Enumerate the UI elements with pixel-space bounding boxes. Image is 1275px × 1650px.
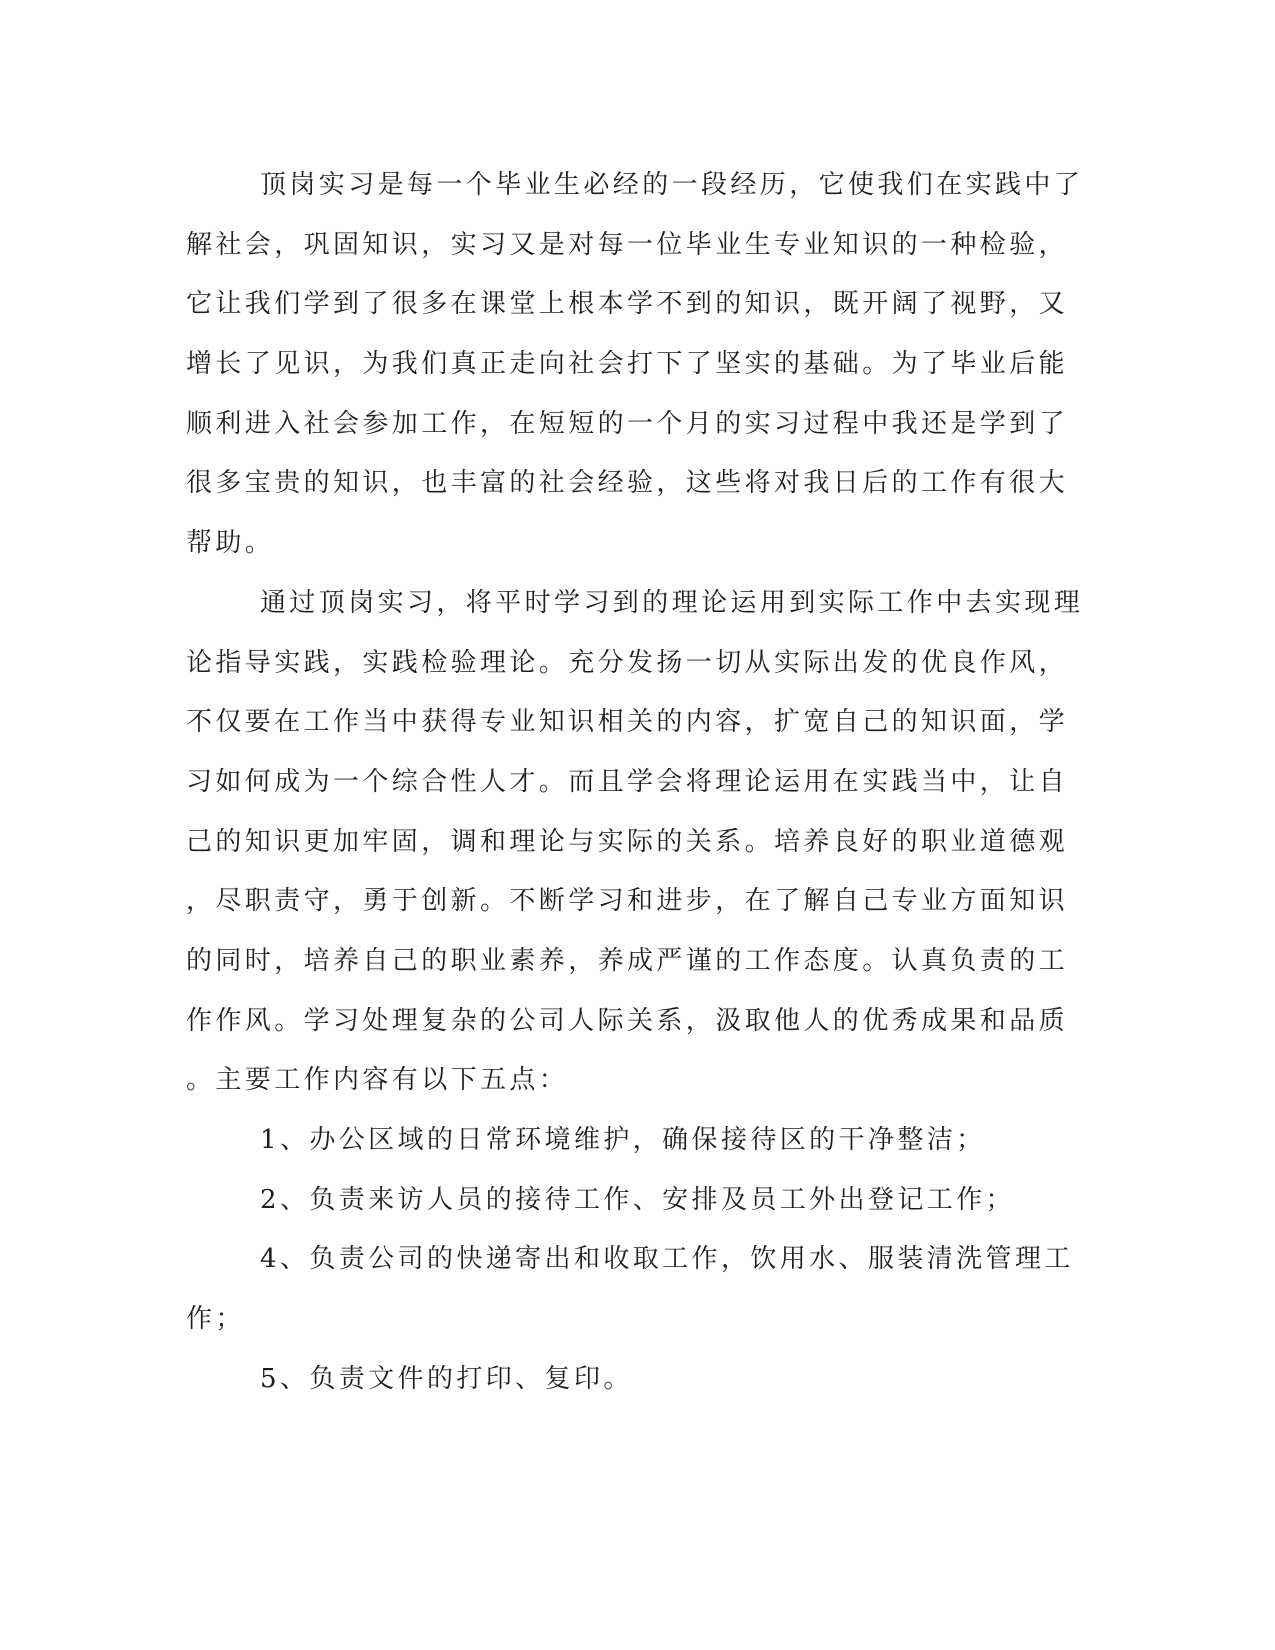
list-item [186,1350,1061,1410]
list-item [186,1111,1061,1171]
work-duties-list [186,1111,1074,1409]
text-line: 作作风。学习处理复杂的公司人际关系，汲取他人的优秀成果和品质 [186,1005,1069,1036]
text-line: 论指导实践，实践检验理论。充分发扬一切从实际出发的优良作风， [186,647,1069,678]
text-line: 解社会，巩固知识，实习又是对每一位毕业生专业知识的一种检验， [186,229,1069,260]
document-body [186,156,1084,1409]
text-line: 。主要工作内容有以下五点： [186,1065,569,1096]
list-item [186,1171,1061,1231]
text-line: 帮助。 [186,528,275,559]
text-line: 顺利进入社会参加工作，在短短的一个月的实习过程中我还是学到了 [186,408,1069,439]
text-line: 不仅要在工作当中获得专业知识相关的内容，扩宽自己的知识面，学 [186,707,1069,738]
list-item-text: 2、负责来访人员的接待工作、安排及员工外出登记工作； [260,1184,1015,1215]
list-item-text: 作； [186,1304,245,1335]
text-line: 通过顶岗实习，将平时学习到的理论运用到实际工作中去实现理 [260,587,1084,618]
text-line: 的同时，培养自己的职业素养，养成严谨的工作态度。认真负责的工 [186,945,1069,976]
paragraph-theory-practice [186,574,1084,1111]
paragraph-internship-intro [186,156,1084,574]
list-item-text: 5、负责文件的打印、复印。 [260,1363,633,1394]
text-line: 顶岗实习是每一个毕业生必经的一段经历，它使我们在实践中了 [260,170,1084,200]
text-line: 它让我们学到了很多在课堂上根本学不到的知识，既开阔了视野，又 [186,289,1069,320]
text-line: 增长了见识，为我们真正走向社会打下了坚实的基础。为了毕业后能 [186,349,1069,380]
list-item-text: 1、办公区域的日常环境维护，确保接待区的干净整洁； [260,1125,986,1155]
text-line: 习如何成为一个综合性人才。而且学会将理论运用在实践当中，让自 [186,766,1069,797]
list-item [186,1230,1074,1349]
text-line: 很多宝贵的知识，也丰富的社会经验，这些将对我日后的工作有很大 [186,468,1069,499]
list-item-text: 4、负责公司的快递寄出和收取工作，饮用水、服装清洗管理工 [260,1244,1074,1275]
text-line: 己的知识更加牢固，调和理论与实际的关系。培养良好的职业道德观 [186,826,1069,857]
text-line: ，尽职责守，勇于创新。不断学习和进步，在了解自己专业方面知识 [186,886,1069,917]
